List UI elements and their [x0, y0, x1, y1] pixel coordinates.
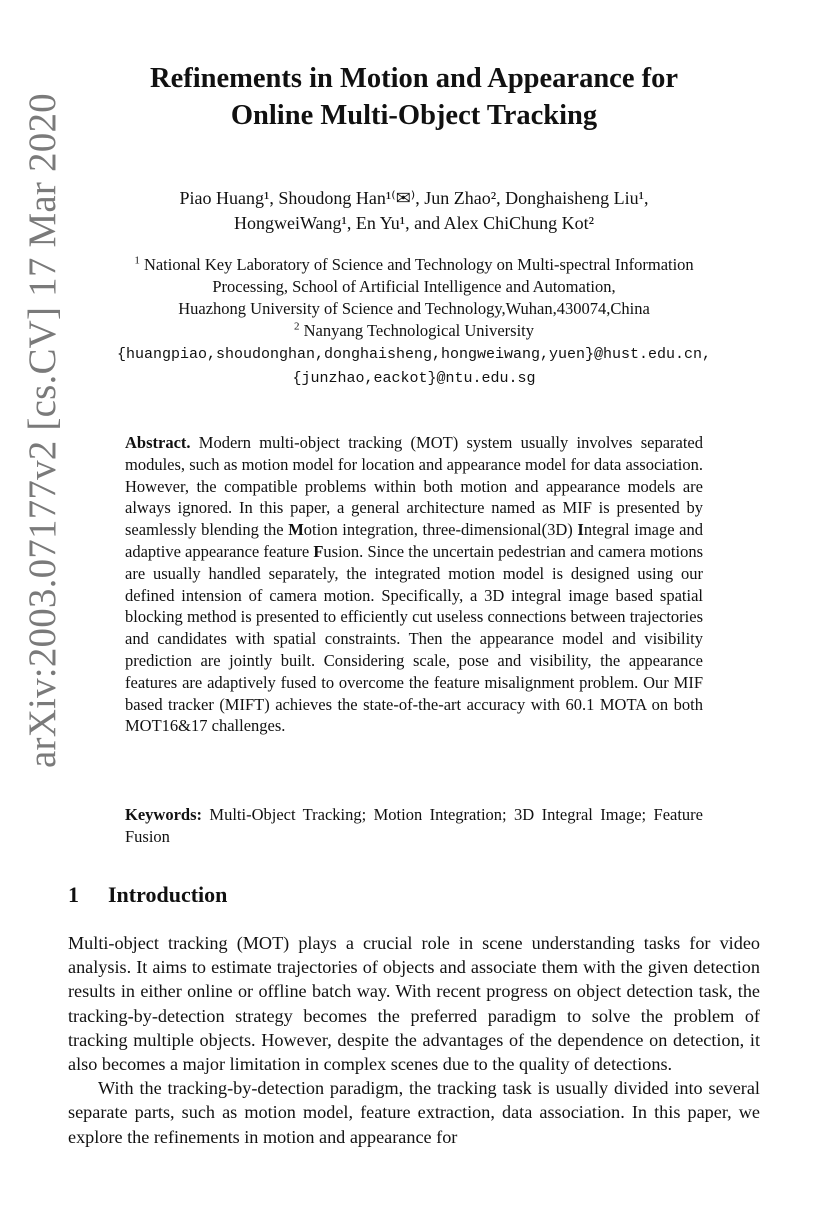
affiliation-line-2: Processing, School of Artificial Intelligence and Automation,: [212, 277, 616, 296]
abstract-text-4: usion. Since the uncertain pedestrian and camera motions are usually handled separately, the integrated motion model is designed using our defined intension of camera motion. Specifically, a 3D integral image based spatial blocking method is presented to efficiently cut useless connections between trajectories and candidates with spatial constraints. Then the appearance model and visibility prediction are jointly built. Considering scale, pose and visibility, the appearance features are adaptively fused to overcome the feature misalignment problem. Our MIF based tracker (MIFT) achieves the state-of-the-art accuracy with 60.1 MOTA on both MOT16&17 challenges.: [125, 541, 703, 736]
intro-paragraph-1: Multi-object tracking (MOT) plays a crucial role in scene understanding tasks for video analysis. It aims to estimate trajectories of objects and associate them with the given detection results in either online or offline batch way. With recent progress on object detection task, the tracking-by-detection strategy becomes the preferred paradigm to solve the problem of tracking multiple objects. However, despite the advantages of the dependence on detection, it also becomes a major limitation in complex scenes due to the quality of detections.: [68, 933, 760, 1075]
affiliation-mark-2: 2: [293, 320, 300, 333]
affiliation-line-3: Huazhong University of Science and Technology,Wuhan,430074,China: [178, 299, 650, 318]
section-title: Introduction: [108, 882, 228, 907]
authors-line-2: HongweiWang¹, En Yu¹, and Alex ChiChung Kot²: [233, 213, 595, 233]
email-line-2: {junzhao,eackot}@ntu.edu.sg: [292, 370, 536, 387]
affiliation-mark-1: 1: [134, 254, 140, 267]
authors-line-1: Piao Huang¹, Shoudong Han¹⁽✉⁾, Jun Zhao², Donghaisheng Liu¹,: [179, 188, 649, 208]
abstract-bold-i: I: [577, 520, 584, 540]
abstract-text-1: Modern multi-object tracking (MOT) system usually involves separated modules, such as motion model for location and appearance model for data association. However, the compatible problems within both motion and appearance models are always ignored. In this paper, a general architecture named as MIF is presented by seamlessly blending the: [125, 433, 703, 540]
keywords-text: Multi-Object Tracking; Motion Integration; 3D Integral Image; Feature Fusion: [125, 805, 703, 846]
arxiv-identifier: arXiv:2003.07177v2 [cs.CV] 17 Mar 2020: [21, 93, 64, 768]
paper-title: [80, 60, 748, 134]
section-heading: [68, 882, 227, 908]
title-line-1: Refinements in Motion and Appearance for: [149, 63, 678, 94]
section-number: 1: [68, 882, 79, 907]
abstract-text-3: ntegral image and adaptive appearance feature: [125, 520, 703, 561]
abstract-label: Abstract.: [125, 433, 191, 452]
affiliation-line-4: Nanyang Technological University: [303, 321, 535, 340]
abstract: [125, 432, 703, 737]
email-line-1: {huangpiao,shoudonghan,donghaisheng,hongweiwang,yuen}@hust.edu.cn,: [116, 346, 712, 363]
introduction-body: [68, 931, 760, 1149]
intro-paragraph-2: With the tracking-by-detection paradigm, the tracking task is usually divided into several separate parts, such as motion model, feature extraction, data association. In this paper, we explore the refinements in motion and appearance for: [68, 1078, 760, 1147]
keywords-label: Keywords:: [125, 805, 202, 824]
abstract-text-2: otion integration, three-dimensional(3D): [303, 520, 578, 540]
abstract-bold-m: M: [288, 520, 304, 540]
abstract-bold-f: F: [313, 541, 324, 561]
keywords: [125, 804, 703, 848]
affiliations: [70, 254, 758, 390]
title-line-2: Online Multi-Object Tracking: [230, 100, 598, 131]
author-list: [80, 186, 748, 236]
affiliation-line-1: National Key Laboratory of Science and Technology on Multi-spectral Information: [143, 255, 694, 274]
